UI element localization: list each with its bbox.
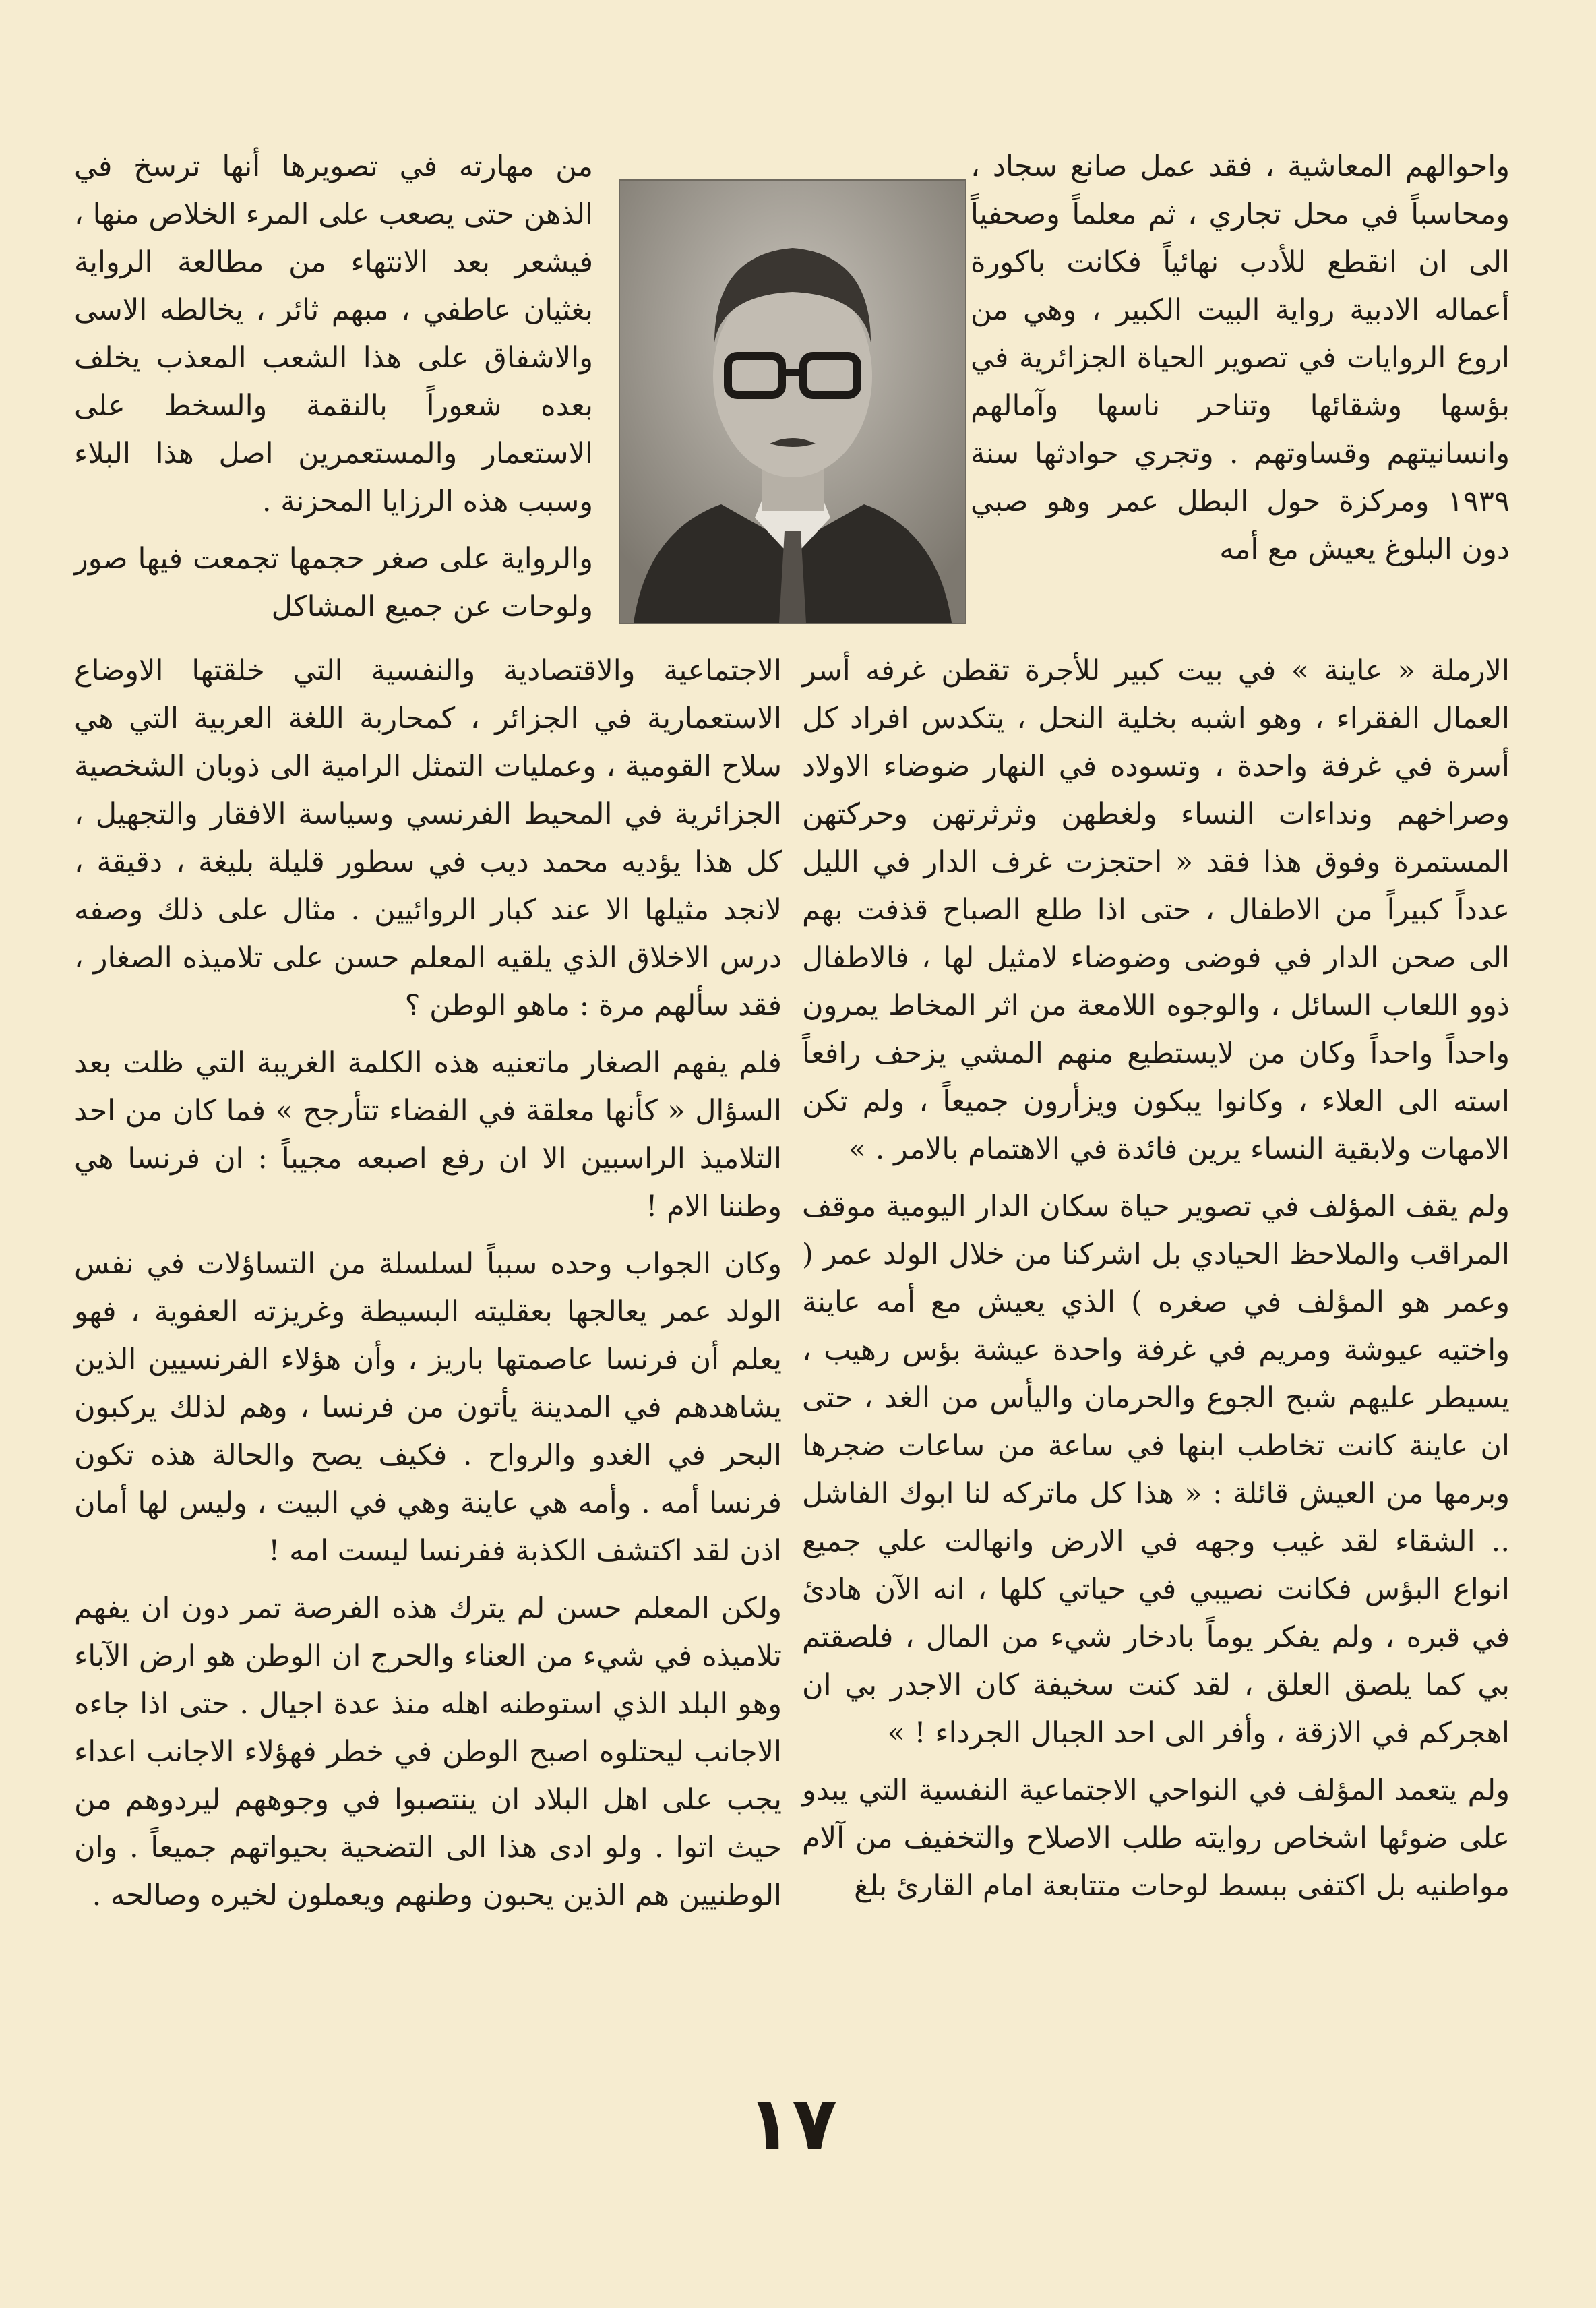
- article-column-right-top: [971, 143, 1510, 574]
- paragraph: ولكن المعلم حسن لم يترك هذه الفرصة تمر دون ان يفهم تلاميذه في شيء من العناء والحرج ان الوطن هو ارض الآباء وهو البلد الذي استوطنه اهله منذ عدة اجيال . حتى اذا جاءه الاجانب ليحتلوه اصبح الوطن في خطر فهؤلاء الاجانب اعداء يجب على اهل البلاد ان ينتصبوا في وجوههم ليردوهم من حيث اتوا . ولو ادى هذا الى التضحية بحيواتهم جميعاً . وان الوطنيين هم الذين يحبون وطنهم ويعملون لخيره وصالحه .: [74, 1591, 782, 1912]
- paragraph: فلم يفهم الصغار ماتعنيه هذه الكلمة الغريبة التي ظلت بعد السؤال « كأنها معلقة في الفضاء تتأرجح » فما كان من احد التلاميذ الراسبين الا ان رفع اصبعه مجيباً : ان فرنسا هي وطننا الام !: [74, 1046, 782, 1223]
- paragraph: ولم يتعمد المؤلف في النواحي الاجتماعية النفسية التي يبدو على ضوئها اشخاص روايته طلب الاصلاح والتخفيف من آلام مواطنيه بل اكتفى ببسط لوحات متتابعة امام القارئ بلغ: [802, 1773, 1510, 1903]
- page-number: ١٧: [746, 2080, 838, 2166]
- paragraph: من مهارته في تصويرها أنها ترسخ في الذهن حتى يصعب على المرء الخلاص منها ، فيشعر بعد الانتهاء من مطالعة الرواية بغثيان عاطفي ، مبهم ثائر ، يخالطه الاسى والاشفاق على هذا الشعب المعذب يخلف بعده شعوراً بالنقمة والسخط على الاستعمار والمستعمرين اصل هذا البلاء وسبب هذه الرزايا المحزنة .: [74, 150, 593, 518]
- article-column-left-lower: [74, 647, 782, 1920]
- article-column-left-top: [74, 143, 593, 631]
- article-column-right-lower: [802, 647, 1510, 1910]
- paragraph: وكان الجواب وحده سبباً لسلسلة من التساؤلات في نفس الولد عمر يعالجها بعقليته البسيطة وغريزته العفوية ، فهو يعلم أن فرنسا عاصمتها باريز ، وأن هؤلاء الفرنسيين الذين يشاهدهم في المدينة يأتون من فرنسا ، وهم لذلك يركبون البحر في الغدو والرواح . فكيف يصح والحالة هذه تكون فرنسا أمه . وأمه هي عاينة وهي في البيت ، وليس لها أمان اذن لقد اكتشف الكذبة ففرنسا ليست امه !: [74, 1247, 782, 1568]
- paragraph: الارملة « عاينة » في بيت كبير للأجرة تقطن غرفه أسر العمال الفقراء ، وهو اشبه بخلية النحل ، يتكدس افراد كل أسرة في غرفة واحدة ، وتسوده في النهار ضوضاء الاولاد وصراخهم ونداءات النساء ولغطهن وثرثرتهن وحركتهن المستمرة وفوق هذا فقد « احتجزت غرف الدار في الليل عدداً كبيراً من الاطفال ، حتى اذا طلع الصباح قذفت بهم الى صحن الدار في فوضى وضوضاء لامثيل لها ، فالاطفال ذوو اللعاب السائل ، والوجوه اللامعة من اثر المخاط يمرون واحداً واحداً وكان من لايستطيع منهم المشي يزحف رافعاً استه الى العلاء ، وكانوا يبكون ويزأرون جميعاً ، ولم تكن الامهات ولابقية النساء يرين فائدة في الاهتمام بالامر . »: [802, 654, 1510, 1166]
- paragraph: والرواية على صغر حجمها تجمعت فيها صور ولوحات عن جميع المشاكل: [74, 542, 593, 624]
- paragraph: ولم يقف المؤلف في تصوير حياة سكان الدار اليومية موقف المراقب والملاحظ الحيادي بل اشركنا من خلال الولد عمر ( وعمر هو المؤلف في صغره ) الذي يعيش مع أمه عاينة واختيه عيوشة ومريم في غرفة واحدة عيشة بؤس رهيب ، يسيطر عليهم شبح الجوع والحرمان واليأس من الغد ، حتى ان عاينة كانت تخاطب ابنها في ساعة من ساعات ضجرها وبرمها من العيش قائلة : « هذا كل ماتركه لنا ابوك الفاشل .. الشقاء لقد غيب وجهه في الارض وانهالت علي جميع انواع البؤس فكانت نصيبي في حياتي كلها ، انه الآن هادئ في قبره ، ولم يفكر يوماً بادخار شيء من المال ، فلصقتم بي كما يلصق العلق ، لقد كنت سخيفة كان الاجدر بي ان اهجركم في الازقة ، وأفر الى احد الجبال الجرداء ! »: [802, 1190, 1510, 1750]
- paragraph: واحوالهم المعاشية ، فقد عمل صانع سجاد ، ومحاسباً في محل تجاري ، ثم معلماً وصحفياً الى ان انقطع للأدب نهائياً فكانت باكورة أعماله الادبية رواية البيت الكبير ، وهي من اروع الروايات في تصوير الحياة الجزائرية في بؤسها وشقائها وتناحر ناسها وآمالهم وانسانيتهم وقساوتهم . وتجري حوادثها سنة ١٩٣٩ ومركزة حول البطل عمر وهو صبي دون البلوغ يعيش مع أمه: [971, 150, 1510, 566]
- paragraph: الاجتماعية والاقتصادية والنفسية التي خلقتها الاوضاع الاستعمارية في الجزائر ، كمحاربة اللغة العربية التي هي سلاح القومية ، وعمليات التمثل الرامية الى ذوبان الشخصية الجزائرية في المحيط الفرنسي وسياسة الافقار والتجهيل ، كل هذا يؤديه محمد ديب في سطور قليلة بليغة ، دقيقة ، لانجد مثيلها الا عند كبار الروائيين . مثال على ذلك وصفه درس الاخلاق الذي يلقيه المعلم حسن على تلاميذه الصغار ، فقد سألهم مرة : ماهو الوطن ؟: [74, 654, 782, 1023]
- portrait-illustration: [620, 181, 965, 623]
- author-portrait-photo: [619, 179, 966, 624]
